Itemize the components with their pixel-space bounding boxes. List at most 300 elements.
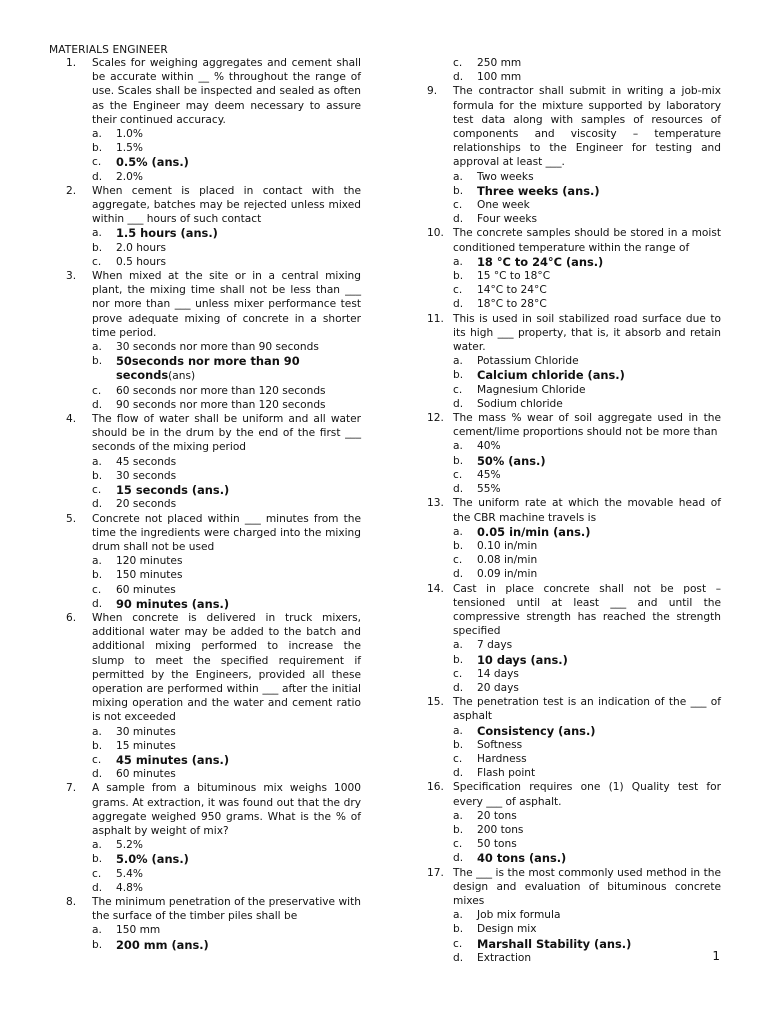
choice-text [116,568,361,582]
answer-choice [92,568,361,582]
choice-label: 14°C to 24°C [477,284,547,297]
choice-text [477,212,721,226]
choice-text [116,340,361,354]
choice-letter: c. [453,838,463,851]
question-number: 17. [427,866,444,879]
question-item [427,84,721,226]
choice-label: 10 days (ans.) [477,652,568,667]
answer-choice [92,255,361,269]
page-title: MATERIALS ENGINEER [49,44,168,56]
choice-label: 50seconds nor more than 90 seconds [116,354,300,383]
question-number: 7. [66,782,77,795]
question-number: 9. [427,85,438,98]
choice-text [477,937,721,951]
answer-choice [453,567,721,581]
question-item [427,226,721,311]
choice-letter: c. [92,156,102,169]
choice-label: Magnesium Chloride [477,383,586,396]
answer-choice [92,938,361,952]
question-item [66,512,361,611]
choice-letter: a. [92,455,102,468]
choice-label: 20 days [477,681,519,694]
choice-text [116,583,361,597]
question-item [427,496,721,581]
question-item [66,895,361,952]
choice-letter: d. [92,597,103,610]
question-text: When concrete is delivered in truck mixers, additional water may be added to the batch and additional mixing performed to increase the slump to meet the specified requirement if permitted by the Engineers, provided all these operation are performed within ___ after the initial mixing operation and the water and cement ratio is not exceeded [92,611,361,724]
answer-choice [92,354,361,383]
question-item [66,269,361,412]
choice-letter: b. [92,569,103,582]
question-number: 11. [427,312,444,325]
choice-letter: b. [92,853,103,866]
choice-label: 90 minutes (ans.) [116,596,230,611]
choice-text [477,439,721,453]
answer-choice [453,738,721,752]
choice-letter: c. [453,937,463,950]
answer-choice [453,653,721,667]
choice-text [477,368,721,382]
answer-choice [453,269,721,283]
choice-text [477,724,721,738]
question-number: 3. [66,270,77,283]
answer-choice [92,597,361,611]
choice-letter: b. [92,355,103,368]
choice-letter: c. [453,57,463,69]
question-text: The uniform rate at which the movable head of the CBR machine travels is [453,497,721,524]
choice-letter: b. [453,539,464,552]
choice-text [116,255,361,269]
choice-label: 18 °C to 24°C (ans.) [477,254,604,269]
answer-choice [453,198,721,212]
question-item [66,184,361,269]
answer-choice [92,923,361,937]
choice-text [116,554,361,568]
question-text: This is used in soil stabilized road surface due to its high ___ property, that is, it absorb and retain water. [453,312,721,354]
question-item [427,582,721,696]
choice-text [477,255,721,269]
choice-letter: c. [92,384,102,397]
choice-text [477,752,721,766]
choice-text [477,638,721,652]
choice-label: 60 minutes [116,583,176,596]
answer-marker: (ans) [168,370,196,383]
choice-letter: b. [92,241,103,254]
choice-text [116,938,361,952]
choice-label: Hardness [477,752,527,765]
answer-choice [92,469,361,483]
choice-label: 100 mm [477,71,522,84]
choice-label: 0.08 in/min [477,554,538,567]
question-item [427,780,721,865]
question-item [427,411,721,496]
choice-text [477,681,721,695]
choice-text [477,383,721,397]
choice-text [116,354,361,383]
answer-choice [92,725,361,739]
choice-label: 150 mm [116,924,161,937]
choice-letter: b. [453,823,464,836]
choice-label: 120 minutes [116,555,183,568]
answer-choice [92,838,361,852]
choice-letter: a. [92,725,102,738]
choice-label: 5.2% [116,839,143,852]
answer-choice [453,283,721,297]
choice-text [116,753,361,767]
choice-label: 0.05 in/min (ans.) [477,524,591,539]
answer-choice [453,681,721,695]
choice-label: 2.0 hours [116,241,166,254]
answer-choice [92,497,361,511]
choice-text [477,482,721,496]
choice-label: 0.5 hours [116,255,166,268]
choice-label: Sodium chloride [477,397,563,410]
question-number: 8. [66,895,77,908]
choice-label: 40% [477,440,501,453]
choice-letter: a. [453,724,463,737]
choice-label: 5.4% [116,867,143,880]
question-number: 12. [427,412,444,425]
choice-letter: a. [453,809,463,822]
choice-letter: b. [453,369,464,382]
answer-choice [92,241,361,255]
choice-text [477,851,721,865]
choice-text [116,241,361,255]
choice-label: One week [477,199,530,212]
choice-label: 2.0% [116,170,143,183]
choice-letter: c. [453,468,463,481]
answer-choice [453,667,721,681]
answer-choice [453,56,721,70]
choice-text [477,525,721,539]
choice-text [116,739,361,753]
answer-choice [453,724,721,738]
choice-letter: d. [453,568,464,581]
answer-choice [92,340,361,354]
choice-text [477,653,721,667]
answer-choice [453,354,721,368]
choice-text [116,852,361,866]
answer-choice [453,297,721,311]
answer-choice [453,439,721,453]
question-text: The ___ is the most commonly used method in the design and evaluation of bituminous concrete mixes [453,866,721,907]
choice-label: 30 minutes [116,725,176,738]
choice-label: 30 seconds nor more than 90 seconds [116,341,319,354]
choice-text [477,468,721,482]
choice-text [116,141,361,155]
answer-choice [453,255,721,269]
choice-text [116,838,361,852]
answer-choice [92,384,361,398]
question-text: A sample from a bituminous mix weighs 1000 grams. At extraction, it was found out that the dry aggregate weighed 950 grams. What is the % of asphalt by weight of mix? [92,782,361,837]
answer-choice [453,184,721,198]
answer-choice [453,908,721,922]
question-text: The flow of water shall be uniform and all water should be in the drum by the end of the first ___ seconds of the mixing period [92,413,361,454]
question-item [66,781,361,895]
answer-choice [453,823,721,837]
choice-letter: c. [92,484,102,497]
choice-letter: d. [453,71,464,84]
answer-choice [453,454,721,468]
choice-text [116,597,361,611]
choice-letter: b. [453,184,464,197]
choice-text [477,170,721,184]
choice-label: 0.10 in/min [477,539,538,552]
answer-choice [453,397,721,411]
question-number: 15. [427,696,444,709]
question-number: 13. [427,497,444,510]
answer-choice [92,226,361,240]
choice-label: 5.0% (ans.) [116,852,189,867]
choice-letter: d. [92,768,103,781]
choice-label: Four weeks [477,213,537,226]
choice-letter: c. [453,284,463,297]
answer-choice [92,455,361,469]
answer-choice [92,170,361,184]
answer-choice [453,937,721,951]
answer-choice [453,638,721,652]
choice-letter: c. [92,583,102,596]
choice-label: Job mix formula [477,909,561,922]
answer-choice [453,553,721,567]
choice-letter: c. [92,255,102,268]
question-item [427,695,721,780]
choice-letter: a. [453,255,463,268]
answer-choice [453,212,721,226]
answer-choice [453,837,721,851]
choice-label: Marshall Stability (ans.) [477,936,632,951]
choice-letter: d. [92,881,103,894]
choice-letter: c. [453,199,463,212]
question-item [66,611,361,781]
choice-text [477,354,721,368]
choice-text [477,553,721,567]
choice-text [477,837,721,851]
choice-label: Potassium Chloride [477,355,579,368]
choice-letter: a. [92,924,102,937]
right-column [427,56,721,965]
choice-letter: a. [453,355,463,368]
choice-letter: a. [453,525,463,538]
choice-letter: c. [453,667,463,680]
choice-letter: b. [453,923,464,936]
choice-text [477,567,721,581]
choice-label: 1.0% [116,128,143,141]
choice-label: 50 tons [477,838,517,851]
question-number: 1. [66,57,77,69]
choice-text [477,766,721,780]
answer-choice [453,368,721,382]
choice-label: 20 seconds [116,498,177,511]
choice-text [116,469,361,483]
choice-letter: c. [453,554,463,567]
choice-letter: d. [453,951,464,964]
answer-choice [92,583,361,597]
choice-letter: c. [92,867,102,880]
answer-choice [453,752,721,766]
choice-text [477,667,721,681]
choice-letter: b. [453,454,464,467]
choice-text [116,923,361,937]
choice-label: 60 seconds nor more than 120 seconds [116,384,326,397]
choice-text [477,56,721,70]
choice-label: Design mix [477,923,537,936]
choice-label: 50% (ans.) [477,453,546,468]
choice-text [116,384,361,398]
answer-choice [453,809,721,823]
choice-letter: c. [453,383,463,396]
choice-letter: b. [92,739,103,752]
question-number: 4. [66,413,77,426]
choice-label: Softness [477,738,523,751]
question-text: Concrete not placed within ___ minutes from the time the ingredients were charged into the mixing drum shall not be used [92,512,361,553]
question-item [66,56,361,184]
choice-label: 15 minutes [116,739,176,752]
choice-label: 15 seconds (ans.) [116,483,230,498]
choice-letter: c. [453,752,463,765]
choice-text [116,455,361,469]
choice-text [116,497,361,511]
choice-letter: d. [453,397,464,410]
answer-choice [92,554,361,568]
choice-text [477,539,721,553]
answer-choice [92,155,361,169]
choice-letter: a. [92,128,102,141]
question-text: Specification requires one (1) Quality test for every ___ of asphalt. [453,781,721,808]
choice-label: 45 minutes (ans.) [116,752,230,767]
continued-choices [427,56,721,84]
choice-label: 14 days [477,667,519,680]
choice-letter: d. [453,483,464,496]
question-number: 10. [427,227,444,240]
choice-text [477,738,721,752]
answer-choice [92,127,361,141]
choice-label: 1.5 hours (ans.) [116,226,218,241]
answer-choice [92,767,361,781]
answer-choice [453,170,721,184]
choice-label: 45 seconds [116,455,177,468]
choice-letter: a. [453,639,463,652]
choice-letter: d. [453,681,464,694]
choice-letter: b. [453,738,464,751]
choice-letter: a. [92,341,102,354]
question-text: The mass % wear of soil aggregate used in the cement/lime proportions should not be more than [453,412,721,439]
choice-text [116,867,361,881]
answer-choice [453,468,721,482]
choice-label: 60 minutes [116,768,176,781]
answer-choice [92,739,361,753]
choice-label: 200 tons [477,823,524,836]
choice-letter: d. [453,298,464,311]
choice-letter: d. [453,852,464,865]
choice-text [477,454,721,468]
choice-letter: d. [92,498,103,511]
choice-text [477,823,721,837]
question-text: Cast in place concrete shall not be post – tensioned until at least ___ and until the compressive strength has reached the strength specified [453,582,721,638]
choice-label: Consistency (ans.) [477,723,596,738]
choice-text [116,398,361,412]
question-text: The concrete samples should be stored in a moist conditioned temperature within the range of [453,227,721,254]
choice-label: 1.5% [116,142,143,155]
choice-label: 18°C to 28°C [477,298,547,311]
choice-label: 30 seconds [116,469,177,482]
choice-letter: d. [92,170,103,183]
choice-label: 15 °C to 18°C [477,270,551,283]
choice-letter: a. [453,170,463,183]
answer-choice [92,753,361,767]
choice-label: 200 mm (ans.) [116,937,209,952]
answer-choice [453,951,721,965]
question-text: The contractor shall submit in writing a job-mix formula for the mixture supported by laboratory test data along with samples of resources of components and viscosity – temperature relationships to the Engineer for testing and approval at least ___. [453,85,721,169]
answer-choice [92,867,361,881]
question-item [66,412,361,511]
choice-letter: a. [92,839,102,852]
choice-text [116,767,361,781]
choice-text [477,809,721,823]
choice-label: Two weeks [477,170,534,183]
answer-choice [453,70,721,84]
question-text: When mixed at the site or in a central mixing plant, the mixing time shall not be less than ___ nor more than ___ unless mixer performance test prove adequate mixing of concrete in a shorter time period. [92,270,361,339]
answer-choice [453,383,721,397]
choice-label: Calcium chloride (ans.) [477,368,625,383]
choice-label: Three weeks (ans.) [477,183,600,198]
question-text: Scales for weighing aggregates and cement shall be accurate within __ % throughout the range of use. Scales shall be inspected and sealed as often as the Engineer may deem necessary to assure their continued accuracy. [92,57,361,126]
choice-label: 7 days [477,639,513,652]
answer-choice [92,398,361,412]
question-text: The minimum penetration of the preservative with the surface of the timber piles shall be [92,895,361,923]
page-number: 1 [712,949,720,963]
choice-letter: c. [92,753,102,766]
question-number: 5. [66,512,77,525]
choice-letter: d. [92,398,103,411]
choice-label: 150 minutes [116,569,183,582]
choice-text [116,483,361,497]
choice-text [477,283,721,297]
choice-label: Extraction [477,951,532,964]
question-number: 2. [66,184,77,197]
choice-text [116,881,361,895]
choice-text [116,170,361,184]
choice-label: 20 tons [477,809,517,822]
left-column [66,56,361,952]
answer-choice [92,141,361,155]
choice-letter: b. [92,938,103,951]
choice-label: 40 tons (ans.) [477,851,567,866]
question-number: 16. [427,781,444,794]
choice-letter: a. [453,440,463,453]
question-item [427,312,721,411]
answer-choice [453,539,721,553]
choice-label: 45% [477,468,501,481]
choice-letter: b. [453,653,464,666]
choice-label: 0.09 in/min [477,568,538,581]
choice-text [116,127,361,141]
question-number: 6. [66,611,77,624]
answer-choice [453,851,721,865]
answer-choice [92,852,361,866]
choice-letter: d. [453,213,464,226]
choice-letter: b. [92,142,103,155]
answer-choice [453,766,721,780]
answer-choice [453,525,721,539]
choice-text [477,184,721,198]
choice-label: 250 mm [477,57,522,69]
choice-label: 55% [477,483,501,496]
choice-letter: d. [453,767,464,780]
choice-label: 0.5% (ans.) [116,155,189,170]
choice-text [477,297,721,311]
choice-letter: a. [92,227,102,240]
